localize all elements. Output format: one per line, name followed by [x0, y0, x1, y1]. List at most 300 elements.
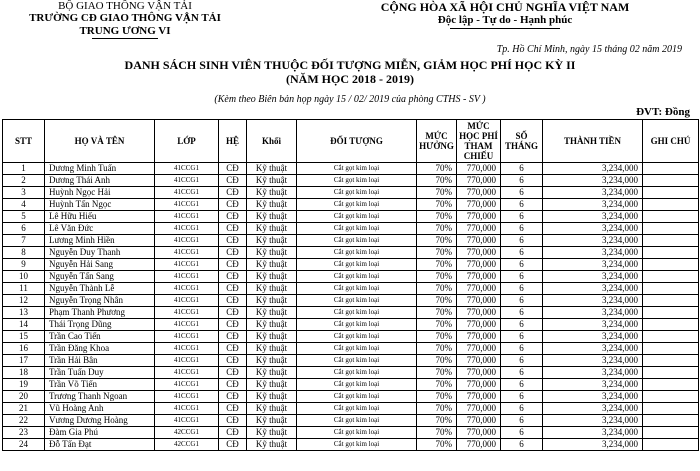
months-cell: 6 — [501, 163, 543, 175]
note-cell — [643, 211, 699, 223]
subject-cell: Cắt gọt kim loại — [297, 331, 417, 343]
fee-cell: 770,000 — [457, 367, 501, 379]
fee-cell: 770,000 — [457, 427, 501, 439]
subject-cell: Cắt gọt kim loại — [297, 211, 417, 223]
class-cell: 41CCG1 — [155, 211, 219, 223]
system-cell: CĐ — [219, 211, 247, 223]
months-cell: 6 — [501, 427, 543, 439]
rate-cell: 70% — [417, 187, 457, 199]
name-cell: Nguyễn Duy Thanh — [45, 247, 155, 259]
months-cell: 6 — [501, 295, 543, 307]
table-row — [3, 283, 699, 295]
system-cell: CĐ — [219, 271, 247, 283]
class-cell: 41CCG1 — [155, 367, 219, 379]
months-cell: 6 — [501, 343, 543, 355]
name-cell: Đỗ Tấn Đạt — [45, 439, 155, 451]
document-subtitle: (NĂM HỌC 2018 - 2019) — [286, 72, 414, 86]
table-row — [3, 235, 699, 247]
rate-cell: 70% — [417, 415, 457, 427]
class-cell: 41CCG1 — [155, 331, 219, 343]
months-cell: 6 — [501, 235, 543, 247]
note-cell — [643, 247, 699, 259]
note-cell — [643, 331, 699, 343]
name-cell: Nguyễn Tấn Sang — [45, 271, 155, 283]
stt-cell: 14 — [3, 319, 45, 331]
note-cell — [643, 199, 699, 211]
subject-cell: Cắt gọt kim loại — [297, 163, 417, 175]
system-cell: CĐ — [219, 439, 247, 451]
name-cell: Vương Dương Hoàng — [45, 415, 155, 427]
name-cell: Trần Cao Tiến — [45, 331, 155, 343]
block-cell: Kỹ thuật — [247, 235, 297, 247]
system-cell: CĐ — [219, 295, 247, 307]
block-cell: Kỹ thuật — [247, 199, 297, 211]
rate-cell: 70% — [417, 331, 457, 343]
stt-cell: 13 — [3, 307, 45, 319]
system-cell: CĐ — [219, 355, 247, 367]
months-cell: 6 — [501, 199, 543, 211]
class-cell: 41CCG1 — [155, 223, 219, 235]
note-cell — [643, 367, 699, 379]
stt-cell: 10 — [3, 271, 45, 283]
subject-cell: Cắt gọt kim loại — [297, 283, 417, 295]
name-cell: Đàm Gia Phú — [45, 427, 155, 439]
amount-cell: 3,234,000 — [543, 307, 643, 319]
note-cell — [643, 187, 699, 199]
subject-cell: Cắt gọt kim loại — [297, 379, 417, 391]
block-cell: Kỹ thuật — [247, 391, 297, 403]
fee-cell: 770,000 — [457, 415, 501, 427]
class-cell: 42CCG1 — [155, 439, 219, 451]
subject-cell: Cắt gọt kim loại — [297, 295, 417, 307]
table-row — [3, 187, 699, 199]
subject-cell: Cắt gọt kim loại — [297, 427, 417, 439]
table-row — [3, 247, 699, 259]
months-cell: 6 — [501, 319, 543, 331]
fee-cell: 770,000 — [457, 283, 501, 295]
stt-cell: 9 — [3, 259, 45, 271]
months-cell: 6 — [501, 247, 543, 259]
fee-cell: 770,000 — [457, 319, 501, 331]
amount-cell: 3,234,000 — [543, 175, 643, 187]
table-row — [3, 307, 699, 319]
class-cell: 41CCG1 — [155, 355, 219, 367]
rate-cell: 70% — [417, 379, 457, 391]
rate-cell: 70% — [417, 223, 457, 235]
fee-cell: 770,000 — [457, 223, 501, 235]
rate-cell: 70% — [417, 367, 457, 379]
months-cell: 6 — [501, 367, 543, 379]
fee-cell: 770,000 — [457, 331, 501, 343]
column-header: Khối — [247, 120, 297, 163]
rate-cell: 70% — [417, 259, 457, 271]
rate-cell: 70% — [417, 355, 457, 367]
note-cell — [643, 235, 699, 247]
table-row — [3, 439, 699, 451]
currency-unit: ĐVT: Đồng — [636, 106, 690, 118]
note-cell — [643, 295, 699, 307]
block-cell: Kỹ thuật — [247, 367, 297, 379]
note-cell — [643, 415, 699, 427]
table-row — [3, 319, 699, 331]
amount-cell: 3,234,000 — [543, 331, 643, 343]
table-row — [3, 367, 699, 379]
fee-cell: 770,000 — [457, 295, 501, 307]
note-cell — [643, 175, 699, 187]
system-cell: CĐ — [219, 235, 247, 247]
name-cell: Trương Thanh Ngoan — [45, 391, 155, 403]
class-cell: 41CCG1 — [155, 295, 219, 307]
column-header: ĐỐI TƯỢNG — [297, 120, 417, 163]
amount-cell: 3,234,000 — [543, 163, 643, 175]
rate-cell: 70% — [417, 427, 457, 439]
table-row — [3, 355, 699, 367]
rate-cell: 70% — [417, 403, 457, 415]
subject-cell: Cắt gọt kim loại — [297, 247, 417, 259]
rate-cell: 70% — [417, 319, 457, 331]
rate-cell: 70% — [417, 163, 457, 175]
class-cell: 41CCG1 — [155, 163, 219, 175]
name-cell: Trần Võ Tiến — [45, 379, 155, 391]
system-cell: CĐ — [219, 247, 247, 259]
fee-cell: 770,000 — [457, 271, 501, 283]
block-cell: Kỹ thuật — [247, 343, 297, 355]
class-cell: 41CCG1 — [155, 175, 219, 187]
column-header: HỆ — [219, 120, 247, 163]
fee-cell: 770,000 — [457, 247, 501, 259]
class-cell: 41CCG1 — [155, 319, 219, 331]
months-cell: 6 — [501, 187, 543, 199]
fee-cell: 770,000 — [457, 391, 501, 403]
system-cell: CĐ — [219, 187, 247, 199]
table-row — [3, 211, 699, 223]
student-table — [2, 119, 699, 451]
note-cell — [643, 355, 699, 367]
stt-cell: 4 — [3, 199, 45, 211]
class-cell: 41CCG1 — [155, 235, 219, 247]
table-row — [3, 163, 699, 175]
table-row — [3, 223, 699, 235]
name-cell: Lê Hữu Hiếu — [45, 211, 155, 223]
months-cell: 6 — [501, 331, 543, 343]
republic-name: CỘNG HÒA XÃ HỘI CHỦ NGHĨA VIỆT NAM — [380, 0, 630, 14]
amount-cell: 3,234,000 — [543, 415, 643, 427]
table-row — [3, 403, 699, 415]
name-cell: Trần Hải Bân — [45, 355, 155, 367]
months-cell: 6 — [501, 271, 543, 283]
system-cell: CĐ — [219, 223, 247, 235]
subject-cell: Cắt gọt kim loại — [297, 415, 417, 427]
months-cell: 6 — [501, 355, 543, 367]
subject-cell: Cắt gọt kim loại — [297, 367, 417, 379]
stt-cell: 24 — [3, 439, 45, 451]
stt-cell: 6 — [3, 223, 45, 235]
table-row — [3, 295, 699, 307]
name-cell: Trần Đăng Khoa — [45, 343, 155, 355]
amount-cell: 3,234,000 — [543, 259, 643, 271]
fee-cell: 770,000 — [457, 439, 501, 451]
name-cell: Dương Thái Anh — [45, 175, 155, 187]
block-cell: Kỹ thuật — [247, 247, 297, 259]
system-cell: CĐ — [219, 199, 247, 211]
class-cell: 41CCG1 — [155, 403, 219, 415]
name-cell: Dương Minh Tuấn — [45, 163, 155, 175]
name-cell: Huỳnh Ngọc Hải — [45, 187, 155, 199]
fee-cell: 770,000 — [457, 175, 501, 187]
name-cell: Huỳnh Tấn Ngọc — [45, 199, 155, 211]
subject-cell: Cắt gọt kim loại — [297, 439, 417, 451]
note-cell — [643, 163, 699, 175]
amount-cell: 3,234,000 — [543, 355, 643, 367]
class-cell: 41CCG1 — [155, 283, 219, 295]
months-cell: 6 — [501, 391, 543, 403]
block-cell: Kỹ thuật — [247, 187, 297, 199]
system-cell: CĐ — [219, 331, 247, 343]
fee-cell: 770,000 — [457, 163, 501, 175]
block-cell: Kỹ thuật — [247, 211, 297, 223]
stt-cell: 8 — [3, 247, 45, 259]
name-cell: Thái Trọng Dũng — [45, 319, 155, 331]
system-cell: CĐ — [219, 415, 247, 427]
amount-cell: 3,234,000 — [543, 199, 643, 211]
header-right-rule — [450, 28, 560, 29]
amount-cell: 3,234,000 — [543, 319, 643, 331]
class-cell: 41CCG1 — [155, 343, 219, 355]
months-cell: 6 — [501, 175, 543, 187]
subject-cell: Cắt gọt kim loại — [297, 355, 417, 367]
rate-cell: 70% — [417, 439, 457, 451]
column-header: STT — [3, 120, 45, 163]
fee-cell: 770,000 — [457, 235, 501, 247]
system-cell: CĐ — [219, 283, 247, 295]
system-cell: CĐ — [219, 307, 247, 319]
months-cell: 6 — [501, 283, 543, 295]
note-cell — [643, 391, 699, 403]
block-cell: Kỹ thuật — [247, 439, 297, 451]
ministry-name: BỘ GIAO THÔNG VẬN TẢI — [58, 0, 192, 12]
fee-cell: 770,000 — [457, 355, 501, 367]
amount-cell: 3,234,000 — [543, 283, 643, 295]
name-cell: Lê Văn Đức — [45, 223, 155, 235]
fee-cell: 770,000 — [457, 211, 501, 223]
subject-cell: Cắt gọt kim loại — [297, 223, 417, 235]
system-cell: CĐ — [219, 319, 247, 331]
motto: Độc lập - Tự do - Hạnh phúc — [437, 14, 573, 26]
rate-cell: 70% — [417, 247, 457, 259]
fee-cell: 770,000 — [457, 379, 501, 391]
block-cell: Kỹ thuật — [247, 415, 297, 427]
column-header: HỌ VÀ TÊN — [45, 120, 155, 163]
table-row — [3, 343, 699, 355]
name-cell: Nguyễn Trọng Nhân — [45, 295, 155, 307]
class-cell: 41CCG1 — [155, 307, 219, 319]
amount-cell: 3,234,000 — [543, 211, 643, 223]
amount-cell: 3,234,000 — [543, 403, 643, 415]
subject-cell: Cắt gọt kim loại — [297, 187, 417, 199]
months-cell: 6 — [501, 403, 543, 415]
stt-cell: 2 — [3, 175, 45, 187]
fee-cell: 770,000 — [457, 199, 501, 211]
class-cell: 41CCG1 — [155, 271, 219, 283]
table-row — [3, 259, 699, 271]
rate-cell: 70% — [417, 283, 457, 295]
column-header: LỚP — [155, 120, 219, 163]
fee-cell: 770,000 — [457, 403, 501, 415]
name-cell: Trần Tuấn Duy — [45, 367, 155, 379]
date-line: Tp. Hồ Chí Minh, ngày 15 tháng 02 năm 2019 — [496, 44, 682, 55]
note-cell — [643, 307, 699, 319]
amount-cell: 3,234,000 — [543, 427, 643, 439]
months-cell: 6 — [501, 211, 543, 223]
class-cell: 41CCG1 — [155, 379, 219, 391]
rate-cell: 70% — [417, 211, 457, 223]
amount-cell: 3,234,000 — [543, 379, 643, 391]
rate-cell: 70% — [417, 199, 457, 211]
class-cell: 42CCG1 — [155, 427, 219, 439]
document-title: DANH SÁCH SINH VIÊN THUỘC ĐỐI TƯỢNG MIỄN, GIẢM HỌC PHÍ HỌC KỲ II — [124, 58, 576, 72]
name-cell: Nguyễn Thành Lễ — [45, 283, 155, 295]
block-cell: Kỹ thuật — [247, 163, 297, 175]
block-cell: Kỹ thuật — [247, 295, 297, 307]
system-cell: CĐ — [219, 343, 247, 355]
subject-cell: Cắt gọt kim loại — [297, 175, 417, 187]
table-header-row — [3, 120, 699, 163]
table-row — [3, 175, 699, 187]
stt-cell: 23 — [3, 427, 45, 439]
header-left-rule — [92, 38, 158, 39]
fee-cell: 770,000 — [457, 307, 501, 319]
months-cell: 6 — [501, 259, 543, 271]
block-cell: Kỹ thuật — [247, 427, 297, 439]
name-cell: Vũ Hoàng Anh — [45, 403, 155, 415]
school-name: TRƯỜNG CĐ GIAO THÔNG VẬN TẢI — [29, 12, 221, 24]
block-cell: Kỹ thuật — [247, 271, 297, 283]
class-cell: 41CCG1 — [155, 199, 219, 211]
fee-cell: 770,000 — [457, 259, 501, 271]
stt-cell: 15 — [3, 331, 45, 343]
months-cell: 6 — [501, 439, 543, 451]
column-header: MỨC HƯỞNG — [417, 120, 457, 163]
note-cell — [643, 343, 699, 355]
block-cell: Kỹ thuật — [247, 223, 297, 235]
stt-cell: 17 — [3, 355, 45, 367]
stt-cell: 18 — [3, 367, 45, 379]
note-cell — [643, 379, 699, 391]
system-cell: CĐ — [219, 163, 247, 175]
stt-cell: 22 — [3, 415, 45, 427]
table-row — [3, 199, 699, 211]
months-cell: 6 — [501, 415, 543, 427]
block-cell: Kỹ thuật — [247, 259, 297, 271]
fee-cell: 770,000 — [457, 343, 501, 355]
note-cell — [643, 223, 699, 235]
block-cell: Kỹ thuật — [247, 331, 297, 343]
amount-cell: 3,234,000 — [543, 295, 643, 307]
note-cell — [643, 319, 699, 331]
system-cell: CĐ — [219, 379, 247, 391]
amount-cell: 3,234,000 — [543, 439, 643, 451]
column-header: SỐ THÁNG — [501, 120, 543, 163]
name-cell: Lương Minh Hiền — [45, 235, 155, 247]
system-cell: CĐ — [219, 391, 247, 403]
rate-cell: 70% — [417, 235, 457, 247]
note-cell — [643, 439, 699, 451]
months-cell: 6 — [501, 223, 543, 235]
months-cell: 6 — [501, 307, 543, 319]
subject-cell: Cắt gọt kim loại — [297, 403, 417, 415]
rate-cell: 70% — [417, 343, 457, 355]
system-cell: CĐ — [219, 175, 247, 187]
subject-cell: Cắt gọt kim loại — [297, 343, 417, 355]
amount-cell: 3,234,000 — [543, 247, 643, 259]
class-cell: 41CCG1 — [155, 247, 219, 259]
block-cell: Kỹ thuật — [247, 319, 297, 331]
table-row — [3, 331, 699, 343]
table-row — [3, 271, 699, 283]
subject-cell: Cắt gọt kim loại — [297, 235, 417, 247]
table-row — [3, 415, 699, 427]
system-cell: CĐ — [219, 259, 247, 271]
class-cell: 41CCG1 — [155, 391, 219, 403]
school-name-line2: TRUNG ƯƠNG VI — [79, 25, 171, 37]
column-header: MỨC HỌC PHÍ THAM CHIẾU — [457, 120, 501, 163]
attachment-note: (Kèm theo Biên bản họp ngày 15 / 02/ 2019 của phòng CTHS - SV ) — [214, 94, 486, 105]
block-cell: Kỹ thuật — [247, 355, 297, 367]
column-header: THÀNH TIỀN — [543, 120, 643, 163]
rate-cell: 70% — [417, 391, 457, 403]
column-header: GHI CHÚ — [643, 120, 699, 163]
subject-cell: Cắt gọt kim loại — [297, 391, 417, 403]
note-cell — [643, 427, 699, 439]
stt-cell: 12 — [3, 295, 45, 307]
note-cell — [643, 403, 699, 415]
system-cell: CĐ — [219, 427, 247, 439]
note-cell — [643, 259, 699, 271]
subject-cell: Cắt gọt kim loại — [297, 319, 417, 331]
stt-cell: 21 — [3, 403, 45, 415]
class-cell: 41CCG1 — [155, 259, 219, 271]
system-cell: CĐ — [219, 403, 247, 415]
rate-cell: 70% — [417, 295, 457, 307]
subject-cell: Cắt gọt kim loại — [297, 307, 417, 319]
system-cell: CĐ — [219, 367, 247, 379]
note-cell — [643, 283, 699, 295]
class-cell: 41CCG1 — [155, 415, 219, 427]
block-cell: Kỹ thuật — [247, 175, 297, 187]
table-row — [3, 379, 699, 391]
stt-cell: 16 — [3, 343, 45, 355]
amount-cell: 3,234,000 — [543, 235, 643, 247]
stt-cell: 1 — [3, 163, 45, 175]
months-cell: 6 — [501, 379, 543, 391]
subject-cell: Cắt gọt kim loại — [297, 271, 417, 283]
stt-cell: 3 — [3, 187, 45, 199]
amount-cell: 3,234,000 — [543, 367, 643, 379]
block-cell: Kỹ thuật — [247, 283, 297, 295]
block-cell: Kỹ thuật — [247, 403, 297, 415]
rate-cell: 70% — [417, 307, 457, 319]
subject-cell: Cắt gọt kim loại — [297, 259, 417, 271]
table-row — [3, 391, 699, 403]
stt-cell: 20 — [3, 391, 45, 403]
subject-cell: Cắt gọt kim loại — [297, 199, 417, 211]
amount-cell: 3,234,000 — [543, 391, 643, 403]
table-row — [3, 427, 699, 439]
stt-cell: 19 — [3, 379, 45, 391]
name-cell: Phạm Thanh Phương — [45, 307, 155, 319]
stt-cell: 5 — [3, 211, 45, 223]
note-cell — [643, 271, 699, 283]
